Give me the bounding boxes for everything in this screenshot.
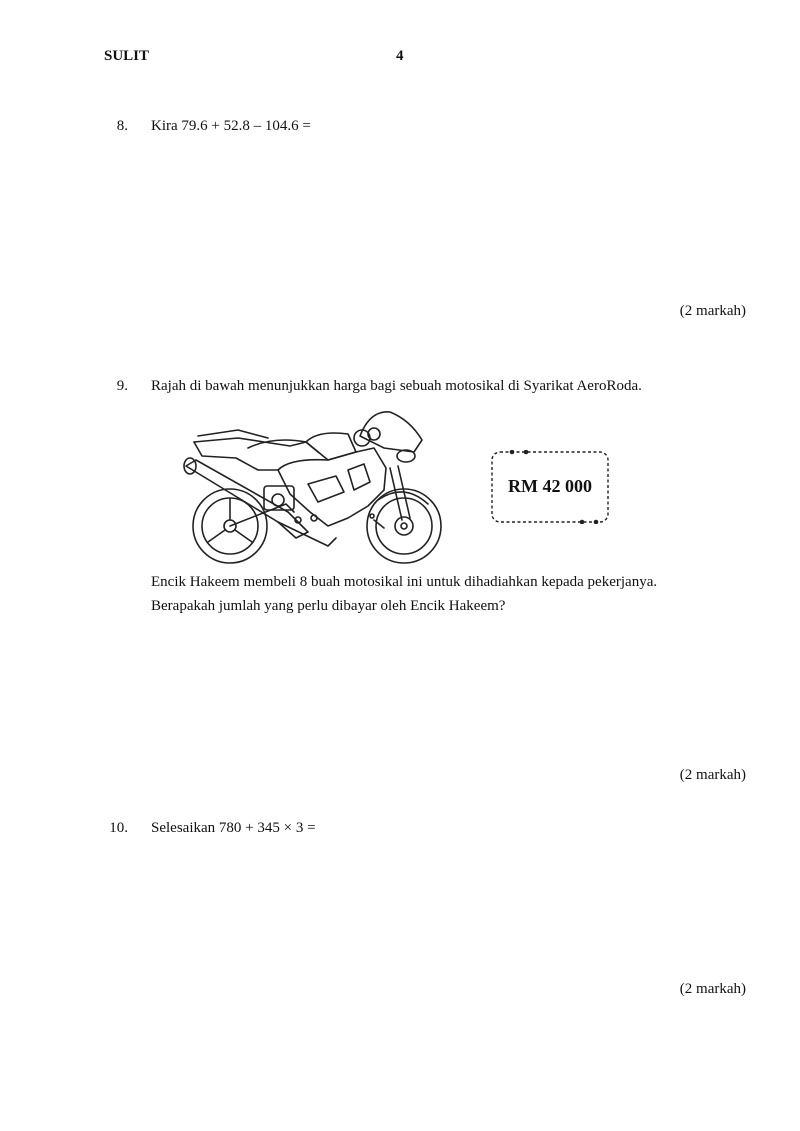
question-9-follow-up-line-1: Encik Hakeem membeli 8 buah motosikal ini untuk dihadiahkan kepada pekerjanya. [151,574,658,590]
price-label: RM 42 000 [508,476,592,496]
question-8-number: 8. [116,118,128,134]
question-10-text: Selesaikan 780 + 345 × 3 = [151,820,316,836]
question-9-marks: (2 markah) [679,767,746,783]
page-number: 4 [396,48,404,64]
question-9-text: Rajah di bawah menunjukkan harga bagi sebuah motosikal di Syarikat AeroRoda. [151,378,642,394]
question-10-number: 10. [109,820,128,836]
question-9-follow-up-line-2: Berapakah jumlah yang perlu dibayar oleh Encik Hakeem? [151,598,506,614]
header-classification: SULIT [104,48,150,64]
question-8-text: Kira 79.6 + 52.8 – 104.6 = [151,118,311,134]
question-10-marks: (2 markah) [679,981,746,997]
question-8-marks: (2 markah) [679,303,746,319]
question-9-number: 9. [116,378,128,394]
motorcycle-illustration [178,408,446,566]
